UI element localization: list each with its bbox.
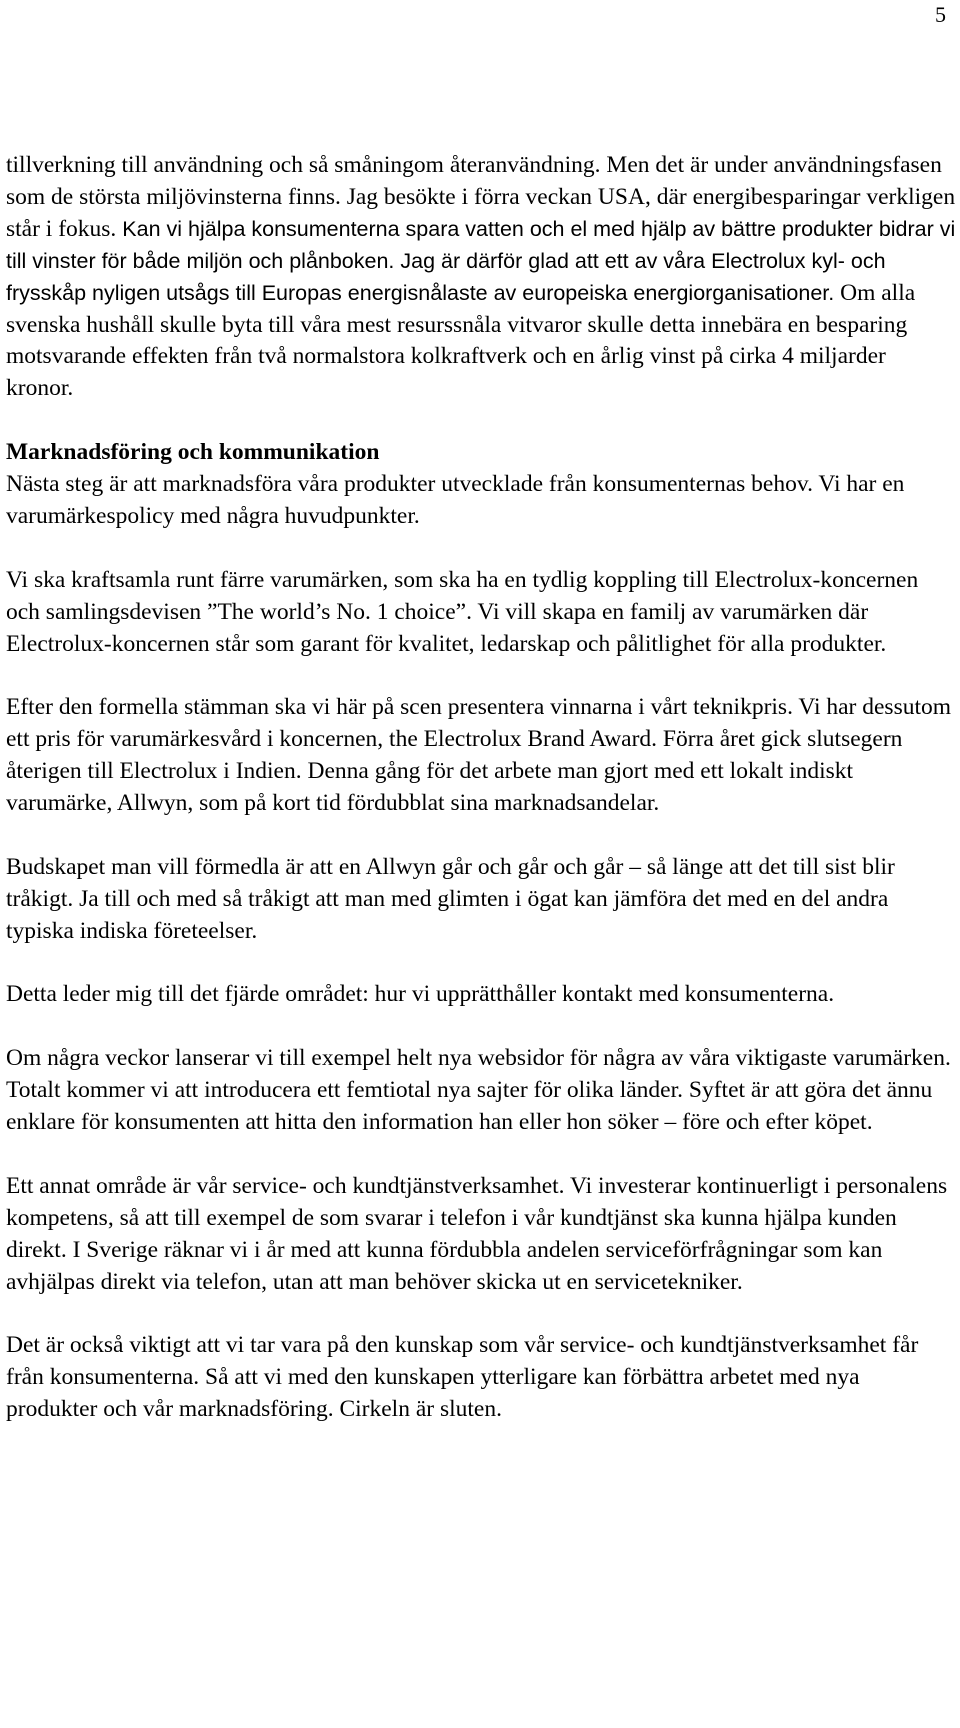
paragraph-knowledge-loop: Det är också viktigt att vi tar vara på den kunskap som vår service- och kundtjänstverksamhet får från konsumenterna. Så att vi med den kunskapen ytterligare kan förbättra arbetet med nya produkter och vår marknadsföring. Cirkeln är sluten.	[6, 1332, 919, 1423]
paragraph-brand-policy: Vi ska kraftsamla runt färre varumärken, som ska ha en tydlig koppling till Electrolux-koncernen och samlingsdevisen ”The world’s No. 1 choice”. Vi vill skapa en familj av varumärken där Electrolux-koncernen står som garant för kvalitet, ledarskap och pålitlighet för alla produkter.	[6, 566, 919, 657]
paragraph-allwyn-message: Budskapet man vill förmedla är att en Allwyn går och går och går – så länge att det till sist blir tråkigt. Ja till och med så tråkigt att man med glimten i ögat kan jämföra det med en del andra typiska indiska företeelser.	[6, 853, 895, 944]
intro-text-serif-a: tillverkning till användning och så småningom återanvändning. Men det är under användningsfasen som de största miljövinsterna finns. Jag besökte i förra veckan USA, där energibesparingar verkligen står i fokus.	[6, 152, 956, 242]
paragraph-brand-award: Efter den formella stämman ska vi här på scen presentera vinnarna i vårt teknikpris. Vi har dessutom ett pris för varumärkesvård i koncernen, the Electrolux Brand Award. Förra året gick slutsegern återigen till Electrolux i Indien. Denna gång för det arbete man gjort med ett lokalt indiskt varumärke, Allwyn, som på kort tid fördubblat sina marknadsandelar.	[6, 694, 952, 817]
intro-text-serif-b: Om alla svenska hushåll skulle byta till våra mest resurssnåla vitvaror skulle detta innebära en besparing motsvarande effekten från två normalstora kolkraftverk och en årlig vinst på cirka 4 miljarder kronor.	[6, 279, 916, 402]
paragraph-fourth-area: Detta leder mig till det fjärde området: hur vi upprätthåller kontakt med konsumenterna.	[6, 981, 835, 1008]
section-lead-paragraph: Nästa steg är att marknadsföra våra produkter utvecklade från konsumenternas behov. Vi har en varumärkespolicy med några huvudpunkter.	[6, 471, 905, 529]
document-body	[6, 150, 956, 1426]
page-number: 5	[935, 2, 946, 27]
section-heading: Marknadsföring och kommunikation	[6, 439, 380, 466]
paragraph-customer-service: Ett annat område är vår service- och kundtjänstverksamhet. Vi investerar kontinuerligt i personalens kompetens, så att till exempel de som svarar i telefon i vår kundtjänst ska kunna hjälpa kunden direkt. I Sverige räknar vi i år med att kunna fördubbla andelen serviceförfrågningar som kan avhjälpas direkt via telefon, utan att man behöver skicka ut en servicetekniker.	[6, 1172, 948, 1295]
paragraph-websites: Om några veckor lanserar vi till exempel helt nya websidor för några av våra viktigaste varumärken. Totalt kommer vi att introducera ett femtiotal nya sajter för olika länder. Syftet är att göra det ännu enklare för konsumenten att hitta den information han eller hon söker – före och efter köpet.	[6, 1045, 951, 1136]
intro-text-sans: Kan vi hjälpa konsumenterna spara vatten och el med hjälp av bättre produkter bidrar vi till vinster för både miljön och plånboken. Jag är därför glad att ett av våra Electrolux kyl- och frysskåp nyligen utsågs till Europas energisnålaste av europeiska energiorganisationer.	[6, 216, 956, 305]
intro-paragraph	[6, 150, 956, 405]
